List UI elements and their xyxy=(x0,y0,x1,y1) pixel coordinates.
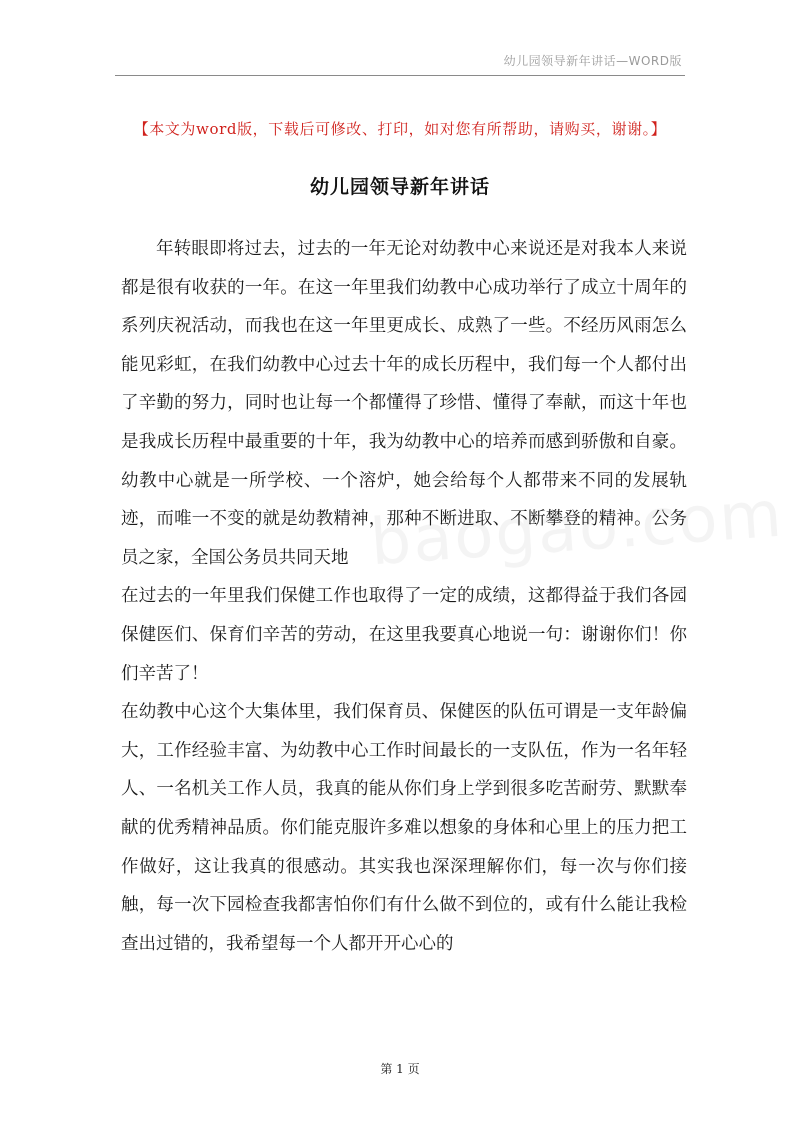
document-body xyxy=(121,230,687,963)
document-title: 幼儿园领导新年讲话 xyxy=(309,176,490,198)
header-divider xyxy=(115,75,685,76)
purchase-notice: 【本文为word版，下载后可修改、打印，如对您有所帮助，请购买，谢谢。】 xyxy=(133,120,667,138)
header-title: 幼儿园领导新年讲话—WORD版 xyxy=(503,54,682,68)
page-number: 第 1 页 xyxy=(380,1062,420,1076)
paragraph-2: 在过去的一年里我们保健工作也取得了一定的成绩，这都得益于我们各园保健医们、保育们辛苦的劳动，在这里我要真心地说一句：谢谢你们！你们辛苦了！ xyxy=(121,586,687,684)
paragraph-1: 年转眼即将过去，过去的一年无论对幼教中心来说还是对我本人来说都是很有收获的一年。在这一年里我们幼教中心成功举行了成立十周年的系列庆祝活动，而我也在这一年里更成长、成熟了一些。不经历风雨怎么能见彩虹，在我们幼教中心过去十年的成长历程中，我们每一个人都付出了辛勤的努力，同时也让每一个都懂得了珍惜、懂得了奉献，而这十年也是我成长历程中最重要的十年，我为幼教中心的培养而感到骄傲和自豪。幼教中心就是一所学校、一个溶炉，她会给每个人都带来不同的发展轨迹，而唯一不变的就是幼教精神，那种不断进取、不断攀登的精神。公务员之家，全国公务员共同天地 xyxy=(121,239,687,568)
paragraph-3: 在幼教中心这个大集体里，我们保育员、保健医的队伍可谓是一支年龄偏大，工作经验丰富、为幼教中心工作时间最长的一支队伍，作为一名年轻人、一名机关工作人员，我真的能从你们身上学到很多吃苦耐劳、默默奉献的优秀精神品质。你们能克服许多难以想象的身体和心里上的压力把工作做好，这让我真的很感动。其实我也深深理解你们，每一次与你们接触，每一次下园检查我都害怕你们有什么做不到位的，或有什么能让我检查出过错的，我希望每一个人都开开心心的 xyxy=(121,702,687,954)
